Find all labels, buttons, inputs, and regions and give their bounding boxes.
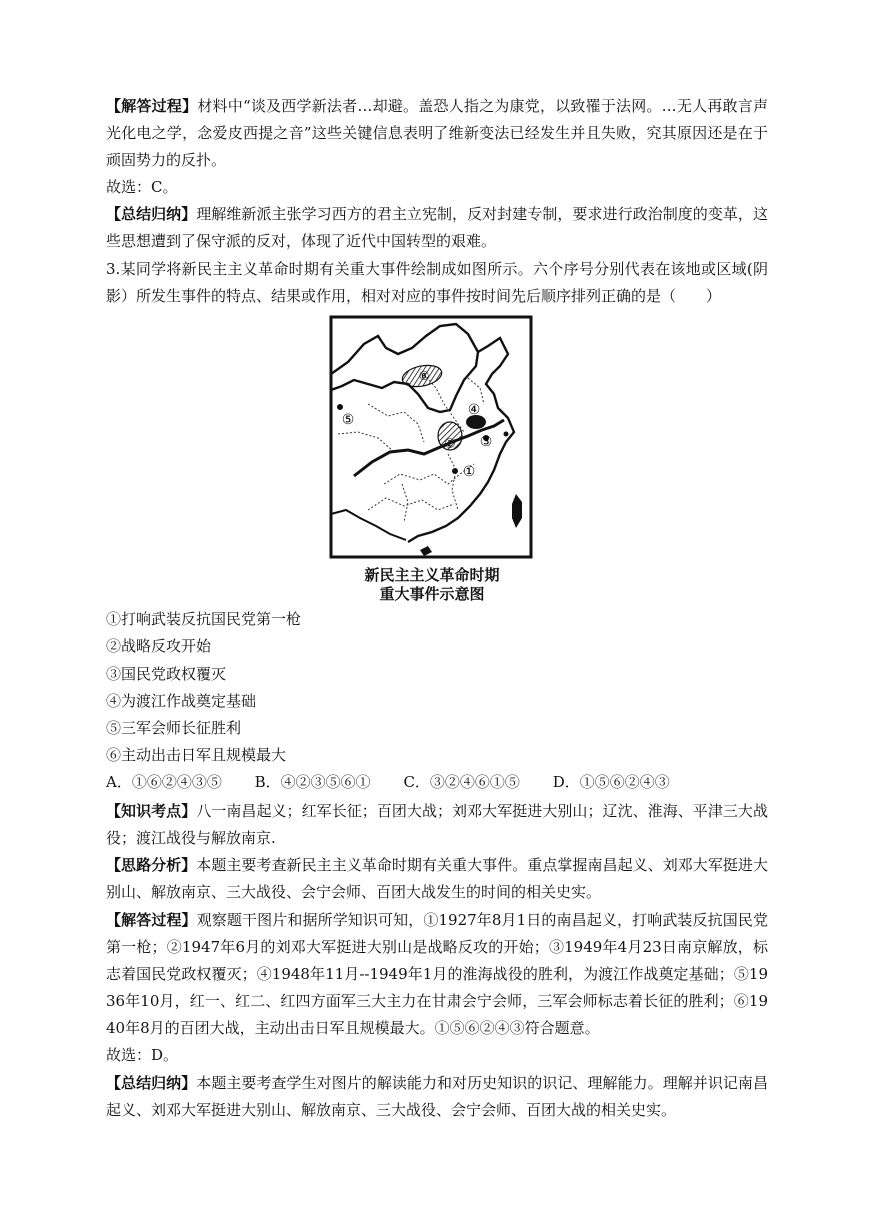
caption-line-1: 新民主主义革命时期 [364,566,500,584]
option-c: C．③②④⑥①⑤ [403,773,520,791]
item-2: ②战略反攻开始 [106,637,212,655]
marker-4: ④ [467,402,481,418]
caption-line-2: 重大事件示意图 [379,585,485,603]
summary-paragraph-1 [106,201,768,255]
solution-paragraph-3 [106,907,768,1042]
china-map [328,314,536,562]
knowledge-paragraph [106,798,768,852]
option-a: A．①⑥②④③⑤ [106,773,222,791]
section-tag: 【总结归纳】 [106,1074,197,1092]
item-5: ⑤三军会师长征胜利 [106,719,242,737]
section-tag: 【总结归纳】 [106,205,197,223]
section-tag: 【解答过程】 [106,97,198,115]
answer-line-1: 故选：C。 [106,178,178,196]
option-b: B．④②③⑤⑥① [254,773,371,791]
summary-paragraph-3 [106,1070,768,1124]
marker-3: ③ [479,434,493,450]
option-d: D．①⑤⑥②④③ [552,773,670,791]
item-1: ①打响武装反抗国民党第一枪 [106,610,302,628]
answer-options [106,771,698,793]
paragraph-text: 理解维新派主张学习西方的君主立宪制，反对封建专制，要求进行政治制度的变革，这些思想遭到了保守派的反对，体现了近代中国转型的艰难。 [106,205,768,250]
question-3: 3.某同学将新民主主义革命时期有关重大事件绘制成如图所示。六个序号分别代表在该地或区域(阴影）所发生事件的特点、结果或作用，相对对应的事件按时间先后顺序排列正确的是（ ） [106,260,768,305]
map-caption [328,566,536,604]
paragraph-text: 八一南昌起义；红军长征；百团大战；刘邓大军挺进大别山；辽沈、淮海、平津三大战役；渡江战役与解放南京. [106,802,768,847]
paragraph-text: 材料中“谈及西学新法者…却避。盖恐人指之为康党，以致罹于法网。…无人再敢言声光化电之学，念爱皮西提之音”这些关键信息表明了维新变法已经发生并且失败，究其原因还是在于顽固势力的反扑。 [106,97,768,169]
section-tag: 【知识考点】 [106,802,197,820]
answer-line-3: 故选：D。 [106,1046,179,1064]
map-figure [328,314,536,606]
marker-5: ⑤ [341,412,355,428]
item-3: ③国民党政权覆灭 [106,665,227,683]
marker-6: ⑥ [418,369,430,383]
solution-paragraph-1 [106,93,768,174]
item-4: ④为渡江作战奠定基础 [106,692,257,710]
marker-2: ② [444,437,456,452]
analysis-paragraph [106,852,768,906]
paragraph-text: 观察题干图片和据所学知识可知，①1927年8月1日的南昌起义，打响武装反抗国民党第一枪；②1947年6月的刘邓大军挺进大别山是战略反攻的开始；③1949年4月23日南京解放，标志着国民党政权覆灭；④1948年11月--1949年1月的淮海战役的胜利，为渡江作战奠定基础；⑤1936年10月，红一、红二、红四方面军三大主力在甘肃会宁会师，三军会师标志着长征的胜利；⑥1940年8月的百团大战，主动出击日军且规模最大。①⑤⑥②④③符合题意。 [106,911,768,1037]
section-tag: 【思路分析】 [106,856,197,874]
section-tag: 【解答过程】 [106,911,197,929]
paragraph-text: 本题主要考查新民主主义革命时期有关重大事件。重点掌握南昌起义、刘邓大军挺进大别山、解放南京、三大战役、会宁会师、百团大战发生的时间的相关史实。 [106,856,768,901]
item-6: ⑥主动出击日军且规模最大 [106,746,287,764]
paragraph-text: 本题主要考查学生对图片的解读能力和对历史知识的识记、理解能力。理解并识记南昌起义、刘邓大军挺进大别山、解放南京、三大战役、会宁会师、百团大战的相关史实。 [106,1074,768,1119]
marker-1: ① [462,464,476,480]
